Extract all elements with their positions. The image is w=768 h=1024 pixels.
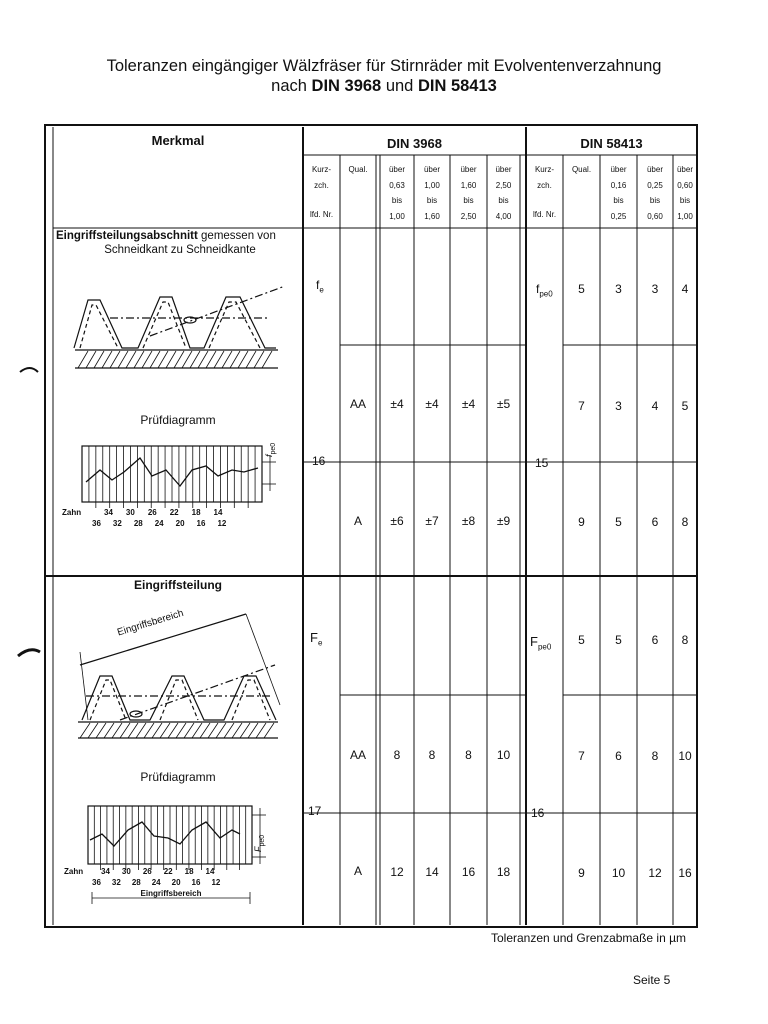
section2-symbol-3968: $F_e$ <box>310 630 323 648</box>
qual-header-58413: Qual. <box>571 165 592 174</box>
range-header-3968-3: über 1,60 bis 2,50 <box>460 165 477 221</box>
section2-lfd-58413: 16 <box>531 806 545 820</box>
section1-pruefdiagramm-label: Prüfdiagramm <box>140 413 216 427</box>
section1-symbol-58413: $f_{pe0}$ <box>536 282 553 299</box>
section1-zahn: Zahn <box>62 508 82 517</box>
range-header-3968-2: über 1,00 bis 1,60 <box>423 165 440 221</box>
section2-symbol-58413: $F_{pe0}$ <box>530 634 552 652</box>
tooth-profile-drawing-2 <box>78 614 280 738</box>
section2-bottom-label: Eingriffsbereich <box>140 889 202 898</box>
kurzzeichen-header-3968: Kurz- zch. lfd. Nr. <box>309 165 334 219</box>
test-diagram-1 <box>82 446 276 508</box>
range-header-58413-3: über 0,60 bis 1,00 <box>676 165 693 221</box>
qual-header-3968: Qual. <box>348 165 368 174</box>
section2-eingriffsbereich-label: Eingriffsbereich <box>116 607 185 639</box>
din3968-header: DIN 3968 <box>387 136 442 151</box>
section2-upper-ticks: 34 30 26 22 18 14 <box>101 867 215 876</box>
range-header-3968-4: über 2,50 bis 4,00 <box>495 165 512 221</box>
document-title-line1: Toleranzen eingängiger Wälzfräser für Stirnräder mit Evolventenverzahnung <box>106 57 662 75</box>
section1-title: Eingriffsteilungsabschnitt gemessen von Schneidkant zu Schneidkante <box>56 230 276 256</box>
footer-note: Toleranzen und Grenzabmaße in µm <box>491 931 687 945</box>
page-number: Seite 5 <box>633 973 671 987</box>
section1-lfd-3968: 16 <box>312 454 326 468</box>
section2-lower-ticks: 36 32 28 24 20 16 12 <box>92 878 221 887</box>
section2-title: Eingriffsteilung <box>134 578 222 592</box>
section1-symbol-3968: $f_e$ <box>316 278 324 295</box>
range-header-58413-2: über 0,25 bis 0,60 <box>646 165 663 221</box>
range-header-3968-1: über 0,63 bis 1,00 <box>388 165 405 221</box>
section2-zahn: Zahn <box>64 867 84 876</box>
section2-diagram-label: $F_{pe0}$ <box>253 834 266 852</box>
merkmal-header: Merkmal <box>151 133 205 148</box>
section1-diagram-label: $f_{pe0}$ <box>264 442 277 457</box>
section2-lfd-3968: 17 <box>308 804 322 818</box>
section1-upper-ticks: 34 30 26 22 18 14 <box>104 508 223 517</box>
kurzzeichen-header-58413: Kurz- zch. lfd. Nr. <box>532 165 557 219</box>
section1-lower-ticks: 36 32 28 24 20 16 12 <box>92 519 227 528</box>
document-title-line2: nach DIN 3968 und DIN 58413 <box>271 77 497 95</box>
range-header-58413-1: über 0,16 bis 0,25 <box>610 165 627 221</box>
din58413-header: DIN 58413 <box>580 136 643 151</box>
section1-lfd-58413: 15 <box>535 456 549 470</box>
section2-pruefdiagramm-label: Prüfdiagramm <box>140 770 216 784</box>
